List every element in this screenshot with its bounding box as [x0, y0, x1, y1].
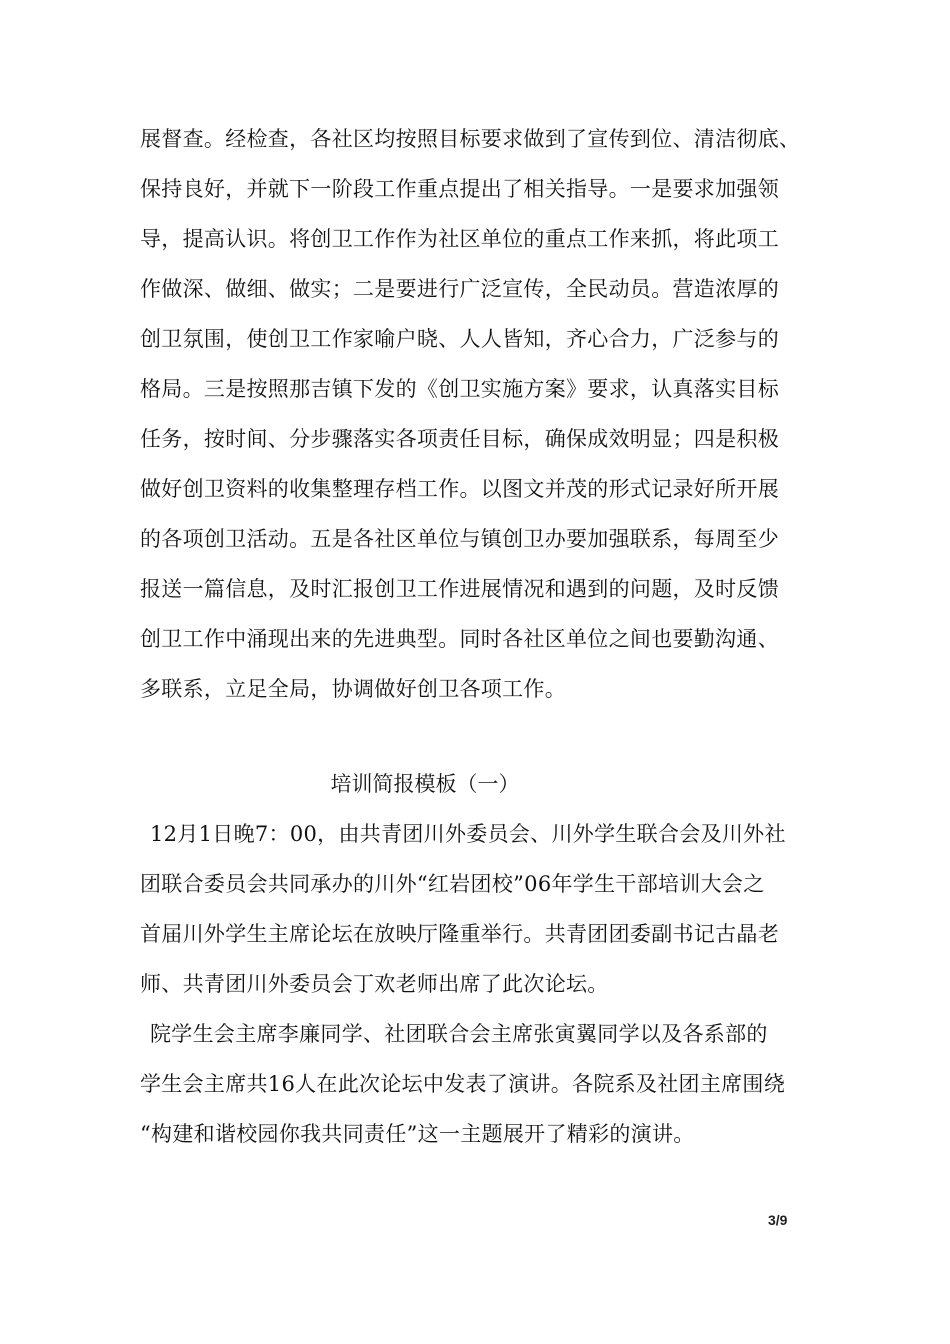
text-line: 学生会主席共16人在此次论坛中发表了演讲。各院系及社团主席围绕: [140, 1072, 786, 1096]
text-line: 格局。三是按照那吉镇下发的《创卫实施方案》要求，认真落实目标: [140, 377, 779, 401]
text-line: 展督查。经检查，各社区均按照目标要求做到了宣传到位、清洁彻底、: [140, 127, 801, 151]
text-line: 任务，按时间、分步骤落实各项责任目标，确保成效明显；四是积极: [140, 427, 779, 451]
text-line: 团联合委员会共同承办的川外“红岩团校”06年学生干部培训大会之: [140, 872, 765, 896]
text-line: 做好创卫资料的收集整理存档工作。以图文并茂的形式记录好所开展: [140, 477, 779, 501]
page-number: 3/9: [768, 1212, 788, 1228]
paragraph-2-3-container: [140, 809, 830, 1159]
text-line: “构建和谐校园你我共同责任”这一主题展开了精彩的演讲。: [140, 1122, 695, 1146]
text-line: 创卫工作中涌现出来的先进典型。同时各社区单位之间也要勤沟通、: [140, 627, 779, 651]
text-line: 的各项创卫活动。五是各社区单位与镇创卫办要加强联系，每周至少: [140, 527, 779, 551]
text-line: 创卫氛围，使创卫工作家喻户晓、人人皆知，齐心合力，广泛参与的: [140, 327, 779, 351]
text-line: 报送一篇信息，及时汇报创卫工作进展情况和遇到的问题，及时反馈: [140, 577, 779, 601]
text-line: 师、共青团川外委员会丁欢老师出席了此次论坛。: [140, 972, 609, 996]
text-line: 首届川外学生主席论坛在放映厅隆重举行。共青团团委副书记古晶老: [140, 922, 779, 946]
paragraph-1: [140, 114, 830, 714]
text-line: 多联系，立足全局，协调做好创卫各项工作。: [140, 677, 566, 701]
text-line: 导，提高认识。将创卫工作作为社区单位的重点工作来抓，将此项工: [140, 227, 779, 251]
text-line: 作做深、做细、做实；二是要进行广泛宣传，全民动员。营造浓厚的: [140, 277, 779, 301]
text-line: 保持良好，并就下一阶段工作重点提出了相关指导。一是要求加强领: [140, 177, 779, 201]
text-line: 院学生会主席李廉同学、社团联合会主席张寅翼同学以及各系部的: [150, 1022, 768, 1046]
section-heading: 培训简报模板（一）: [330, 772, 520, 796]
text-line: 12月1日晚7：00，由共青团川外委员会、川外学生联合会及川外社: [150, 822, 786, 846]
